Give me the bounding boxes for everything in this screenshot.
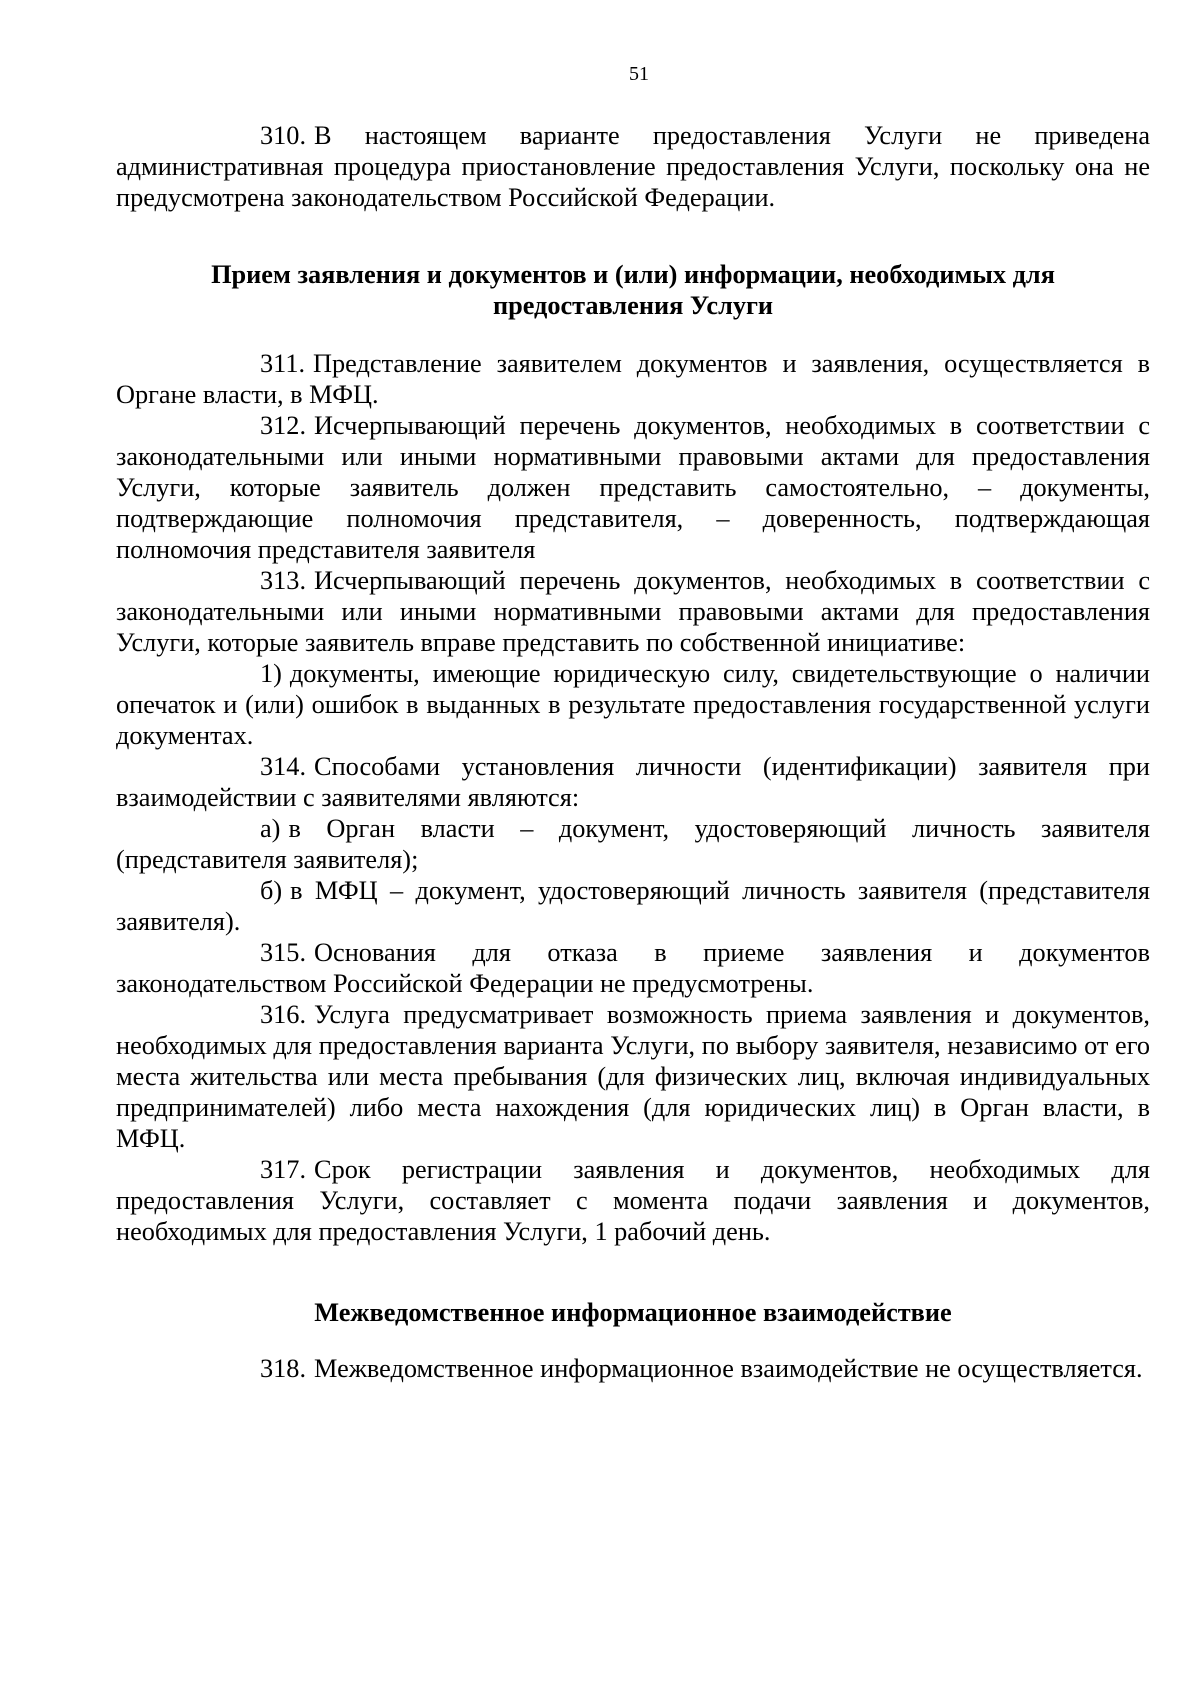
- document-page: [116, 62, 1150, 1384]
- list-item-marker: а): [260, 814, 281, 843]
- list-item-b: [116, 875, 1150, 937]
- list-item-marker: б): [260, 876, 283, 905]
- list-item-text: в Орган власти – документ, удостоверяющий личность заявителя (представителя заявителя);: [116, 814, 1150, 874]
- paragraph-number: 313.: [260, 566, 307, 595]
- paragraph-number: 316.: [260, 1000, 307, 1029]
- paragraph-text: Межведомственное информационное взаимодействие не осуществляется.: [314, 1354, 1143, 1383]
- paragraph-318: [116, 1353, 1150, 1384]
- list-item-text: документы, имеющие юридическую силу, свидетельствующие о наличии опечаток и (или) ошибок в выданных в результате предоставления государственной услуги документах.: [116, 659, 1150, 750]
- section-heading-application-intake: Прием заявления и документов и (или) информации, необходимых для предоставления Услуги: [211, 260, 1055, 320]
- section-heading-interagency: Межведомственное информационное взаимодействие: [314, 1298, 952, 1327]
- paragraph-number: 310.: [260, 121, 307, 150]
- paragraph-text: Исчерпывающий перечень документов, необходимых в соответствии с законодательными или иными нормативными правовыми актами для предоставления Услуги, которые заявитель должен представить самостоятельно, – документы, подтверждающие полномочия представителя, – доверенность, подтверждающая полномочия представителя заявителя: [116, 411, 1150, 564]
- paragraph-text: В настоящем варианте предоставления Услуги не приведена административная процедура приостановление предоставления Услуги, поскольку она не предусмотрена законодательством Российской Федерации.: [116, 121, 1150, 212]
- paragraph-text: Способами установления личности (идентификации) заявителя при взаимодействии с заявителями являются:: [116, 752, 1150, 812]
- paragraph-text: Исчерпывающий перечень документов, необходимых в соответствии с законодательными или иными нормативными правовыми актами для предоставления Услуги, которые заявитель вправе представить по собственной инициативе:: [116, 566, 1150, 657]
- paragraph-316: [116, 999, 1150, 1154]
- paragraph-text: Основания для отказа в приеме заявления и документов законодательством Российской Федерации не предусмотрены.: [116, 938, 1150, 998]
- list-item-1: [116, 658, 1150, 751]
- paragraph-number: 311.: [260, 349, 306, 378]
- paragraph-text: Срок регистрации заявления и документов, необходимых для предоставления Услуги, составляет с момента подачи заявления и документов, необходимых для предоставления Услуги, 1 рабочий день.: [116, 1155, 1150, 1246]
- paragraph-number: 312.: [260, 411, 307, 440]
- paragraph-315: [116, 937, 1150, 999]
- list-item-text: в МФЦ – документ, удостоверяющий личность заявителя (представителя заявителя).: [116, 876, 1150, 936]
- paragraph-number: 314.: [260, 752, 307, 781]
- list-item-a: [116, 813, 1150, 875]
- page-number: 51: [629, 63, 649, 85]
- paragraph-number: 318.: [260, 1354, 307, 1383]
- paragraph-310: [116, 120, 1150, 213]
- paragraph-313: [116, 565, 1150, 658]
- paragraph-number: 315.: [260, 938, 307, 967]
- paragraph-number: 317.: [260, 1155, 307, 1184]
- paragraph-text: Представление заявителем документов и заявления, осуществляется в Органе власти, в МФЦ.: [116, 349, 1150, 409]
- paragraph-317: [116, 1154, 1150, 1247]
- paragraph-314: [116, 751, 1150, 813]
- list-item-marker: 1): [260, 659, 282, 688]
- paragraph-311: [116, 348, 1150, 410]
- paragraph-312: [116, 410, 1150, 565]
- paragraph-text: Услуга предусматривает возможность приема заявления и документов, необходимых для предоставления варианта Услуги, по выбору заявителя, независимо от его места жительства или места пребывания (для физических лиц, включая индивидуальных предпринимателей) либо места нахождения (для юридических лиц) в Орган власти, в МФЦ.: [116, 1000, 1150, 1153]
